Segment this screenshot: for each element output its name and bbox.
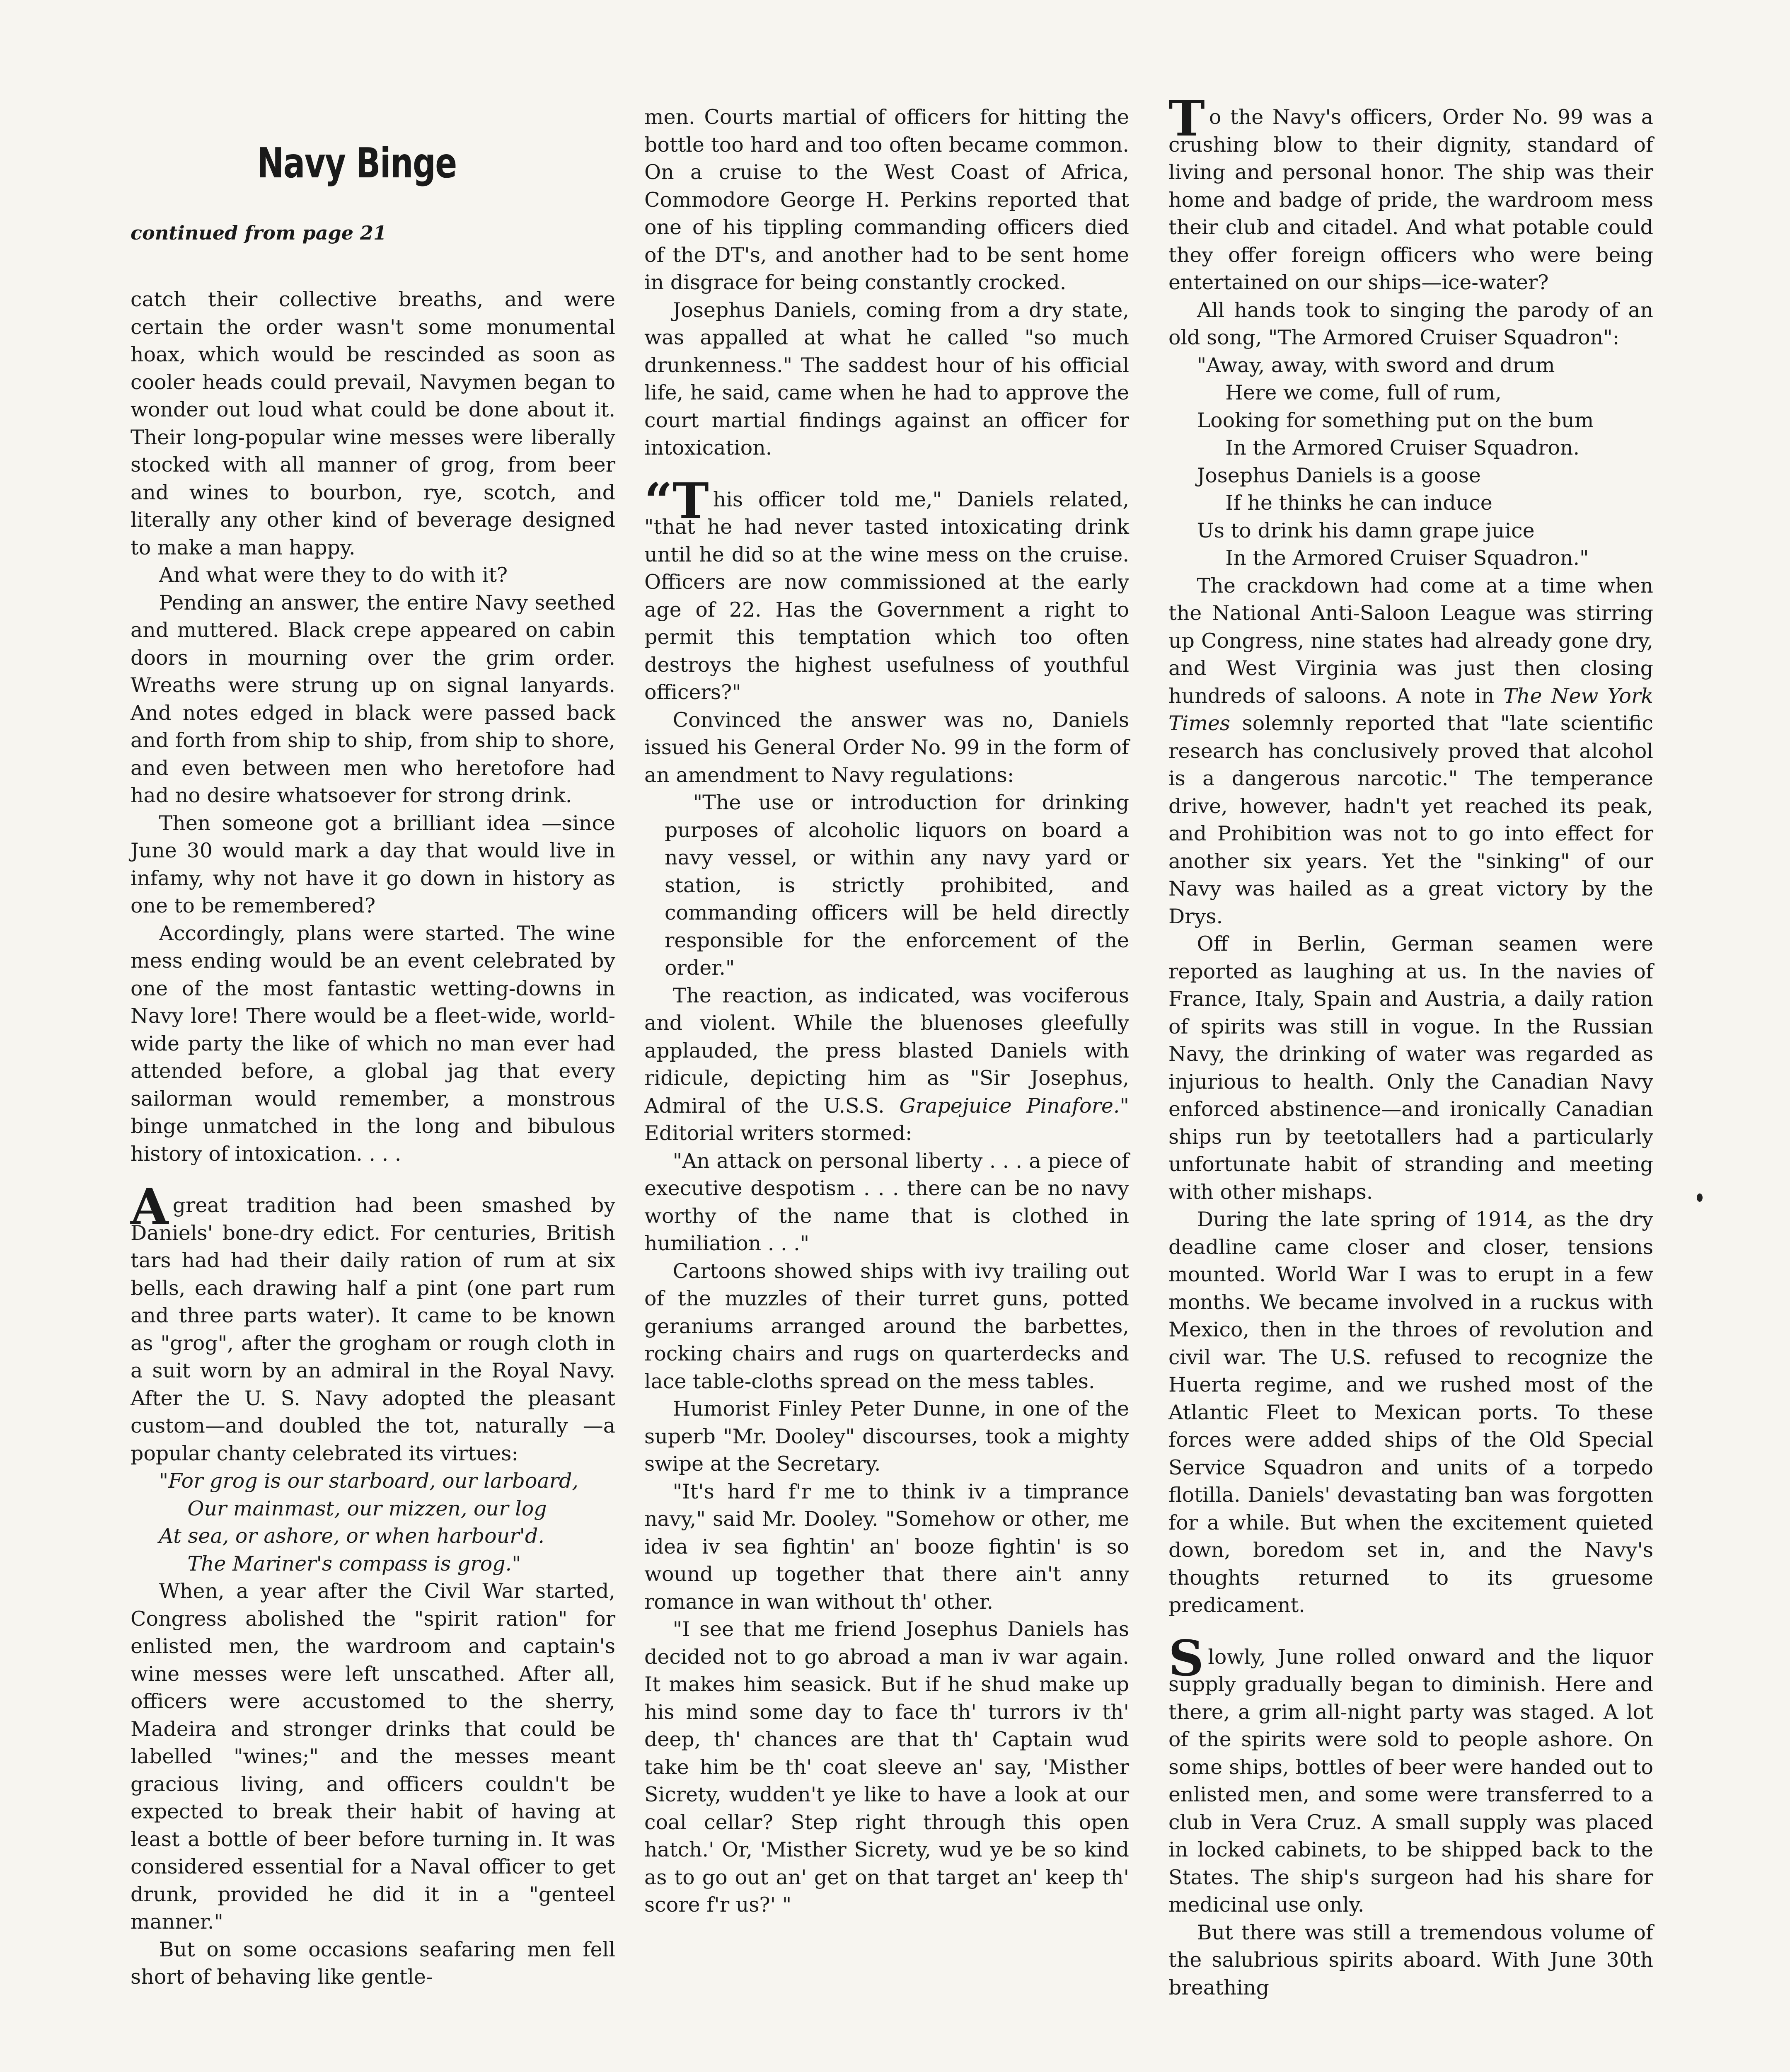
paragraph-text: solemnly reported that "late scientific research has conclusively proved that alcohol is a dangerous narcotic." The temperance drive, however, hadn't yet reached its peak, and Prohibition was not to go into effect for another six years. Yet the "sinking" of our Navy was hailed as a great victory by the Drys.	[1168, 712, 1653, 928]
paragraph	[131, 1178, 615, 1467]
verse-line: At sea, or ashore, or when harbour'd.	[159, 1524, 544, 1548]
paragraph: men. Courts martial of officers for hitting the bottle too hard and too often became common. On a cruise to the West Coast of Africa, Commodore George H. Perkins reported that one of his tippling commanding officers died of the DT's, and another had to be sent home in disgrace for being constantly crocked.	[644, 105, 1129, 294]
italic-title: The New York Times	[1168, 684, 1653, 735]
paragraph: When, a year after the Civil War started, Congress abolished the "spirit ration" for enlisted men, the wardroom and captain's wine messes were left unscathed. After all, officers were accustomed to the sherry, Madeira and stronger drinks that could be labelled "wines;" and the messes meant gracious living, and officers couldn't be expected to break their habit of having at least a bottle of beer before turning in. It was considered essential for a Naval officer to get drunk, provided he did it in a "genteel manner."	[131, 1579, 615, 1934]
drop-cap: “T	[644, 472, 709, 530]
column-1	[131, 286, 615, 1991]
paragraph: But there was still a tremendous volume of the salubrious spirits aboard. With June 30th breathing	[1168, 1920, 1653, 1999]
verse-line: Looking for something put on the bum	[1197, 408, 1594, 432]
paragraph	[1168, 90, 1653, 297]
paragraph: "An attack on personal liberty . . . a piece of executive despotism . . . there can be no navy worthy of the name that is clothed in humiliation . . ."	[644, 1149, 1129, 1255]
verse-line: "For grog is our starboard, our larboard,	[159, 1469, 578, 1493]
paragraph-text: " Editorial writers stormed:	[644, 1094, 1129, 1145]
column-2	[644, 104, 1129, 1919]
verse-line: Here we come, full of rum,	[1225, 381, 1502, 404]
paragraph: Convinced the answer was no, Daniels issued his General Order No. 99 in the form of an amendment to Navy regulations:	[644, 708, 1129, 787]
verse-line: The Mariner's compass is grog."	[187, 1552, 521, 1576]
continued-note: continued from page 21	[131, 222, 387, 244]
paragraph: But on some occasions seafaring men fell short of behaving like gentle-	[131, 1937, 615, 1989]
column-3	[1168, 90, 1653, 2002]
paragraph: Accordingly, plans were started. The wine mess ending would be an event celebrated by one of the most fantastic wetting-downs in Navy lore! There would be a fleet-wide, world-wide party the like of which no man ever had attended before, a global jag that every sailorman would remember, a monstrous binge unmatched in the long and bibulous history of intoxication. . . .	[131, 921, 615, 1166]
verse-line: "Away, away, with sword and drum	[1197, 353, 1555, 377]
italic-title: Grapejuice Pinafore.	[899, 1094, 1120, 1118]
paragraph-text: his officer told me," Daniels related, "that he had never tasted intoxicating drink until he did so at the wine mess on the cruise. Officers are now commissioned at the early age of 22. Has the Government a right to permit this temptation which too often destroys the highest usefulness of youthful officers?"	[644, 487, 1129, 704]
paragraph: And what were they to do with it?	[159, 563, 508, 587]
verse-line: In the Armored Cruiser Squadron."	[1225, 546, 1589, 570]
paragraph	[1168, 1629, 1653, 1919]
article-title: Navy Binge	[257, 139, 457, 187]
paragraph: "It's hard f'r me to think iv a timprance navy," said Mr. Dooley. "Somehow or other, me idea iv sea fightin' an' booze fightin' is so wound up together that there ain't anny romance in wan without th' other.	[644, 1479, 1129, 1614]
paragraph-text: o the Navy's officers, Order No. 99 was a crushing blow to their dignity, standard of living and personal honor. The ship was their home and badge of pride, the wardroom mess their club and citadel. And what potable could they offer foreign officers who were being entertained on our ships—ice-water?	[1168, 105, 1653, 294]
verse-line: Our mainmast, our mizzen, our log	[187, 1496, 547, 1520]
paragraph: catch their collective breaths, and were certain the order wasn't some monumental hoax, which would be rescinded as soon as cooler heads could prevail, Navymen began to wonder out loud what could be done about it. Their long-popular wine messes were liberally stocked with all manner of grog, from beer and wines to bourbon, rye, scotch, and literally any other kind of beverage designed to make a man happy.	[131, 288, 615, 559]
paragraph: During the late spring of 1914, as the dry deadline came closer and closer, tensions mounted. World War I was to erupt in a few months. We became involved in a ruckus with Mexico, then in the throes of revolution and civil war. The U.S. refused to recognize the Huerta regime, and we rushed most of the Atlantic Fleet to Mexican ports. To these forces were added ships of the Old Special Service Squadron and units of a torpedo flotilla. Daniels' devastating ban was forgotten for a while. But when the excitement quieted down, boredom set in, and the Navy's thoughts returned to its gruesome predicament.	[1168, 1208, 1653, 1617]
paragraph	[644, 982, 1129, 1147]
verse-line: In the Armored Cruiser Squadron.	[1225, 436, 1580, 460]
paragraph-text: lowly, June rolled onward and the liquor supply gradually began to diminish. Here and there, a grim all-night party was staged. A lot of the spirits were sold to people ashore. On some ships, bottles of beer were handed out to enlisted men, and some were transferred to a club in Vera Cruz. A small supply was placed in locked cabinets, to be shipped back to the States. The ship's surgeon had his share for medicinal use only.	[1168, 1645, 1653, 1917]
paragraph: "I see that me friend Josephus Daniels has decided not to go abroad a man iv war again. It makes him seasick. But if he shud make up his mind some day to face th' turrors iv th' deep, th' chances are that th' Captain wud take him be th' coat sleeve an' say, 'Misther Sicrety, wudden't ye like to have a look at our coal cellar? Step right through this open hatch.' Or, 'Misther Sicrety, wud ye be so kind as to go out an' get on that target an' keep th' score f'r us?' "	[644, 1617, 1129, 1917]
paragraph: Josephus Daniels, coming from a dry state, was appalled at what he called "so much drunkenness." The saddest hour of his official life, he said, came when he had to approve the court martial findings against an officer for intoxication.	[644, 298, 1129, 460]
paragraph	[1168, 572, 1653, 931]
paragraph: Cartoons showed ships with ivy trailing out of the muzzles of their turret guns, potted geraniums arranged around the barbettes, rocking chairs and rugs on quarterdecks and lace table-cloths spread on the mess tables.	[644, 1259, 1129, 1393]
paragraph	[644, 472, 1129, 707]
paragraph: Then someone got a brilliant idea —since June 30 would mark a day that would live in infamy, why not have it go down in history as one to be remembered?	[131, 811, 615, 917]
drop-cap: S	[1168, 1629, 1204, 1687]
drop-cap: A	[131, 1178, 169, 1235]
verse-line: If he thinks he can induce	[1225, 491, 1492, 515]
verse-line: Us to drink his damn grape juice	[1197, 518, 1535, 542]
paragraph: Pending an answer, the entire Navy seethed and muttered. Black crepe appeared on cabin doors in mourning over the grim order. Wreaths were strung up on signal lanyards. And notes edged in black were passed back and forth from ship to ship, from ship to shore, and even between men who heretofore had had no desire whatsoever for strong drink.	[131, 591, 615, 807]
paragraph-text: The crackdown had come at a time when the National Anti-Saloon League was stirring up Congress, nine states had already gone dry, and West Virginia was just then closing hundreds of saloons. A note in	[1168, 574, 1653, 708]
ink-speck	[1697, 1193, 1703, 1202]
paragraph-text: great tradition had been smashed by Daniels' bone-dry edict. For centuries, British tars had had their daily ration of rum at six bells, each drawing half a pint (one part rum and three parts water). It came to be known as "grog", after the grogham or rough cloth in a suit worn by an admiral in the Royal Navy. After the U. S. Navy adopted the pleasant custom—and doubled the tot, naturally —a popular chanty celebrated its virtues:	[131, 1193, 615, 1465]
paragraph: Off in Berlin, German seamen were reported as laughing at us. In the navies of France, Italy, Spain and Austria, a daily ration of spirits was still in vogue. In the Russian Navy, the drinking of water was regarded as injurious to health. Only the Canadian Navy enforced abstinence—and ironically Canadian ships run by teetotallers had a particularly unfortunate habit of stranding and meeting with other mishaps.	[1168, 932, 1653, 1204]
block-quote: "The use or introduction for drinking purposes of alcoholic liquors on board a navy vessel, or within any navy yard or station, is strictly prohibited, and commanding officers will be held directly responsible for the enforcement of the order."	[665, 791, 1129, 980]
drop-cap: T	[1168, 90, 1205, 147]
paragraph: All hands took to singing the parody of an old song, "The Armored Cruiser Squadron":	[1168, 298, 1653, 349]
verse-line: Josephus Daniels is a goose	[1197, 463, 1481, 487]
paragraph-text: The reaction, as indicated, was vociferous and violent. While the bluenoses gleefully applauded, the press blasted Daniels with ridicule, depicting him as "Sir Josephus, Admiral of the U.S.S.	[644, 983, 1129, 1118]
paragraph: Humorist Finley Peter Dunne, in one of the superb "Mr. Dooley" discourses, took a mighty swipe at the Secretary.	[644, 1397, 1129, 1476]
